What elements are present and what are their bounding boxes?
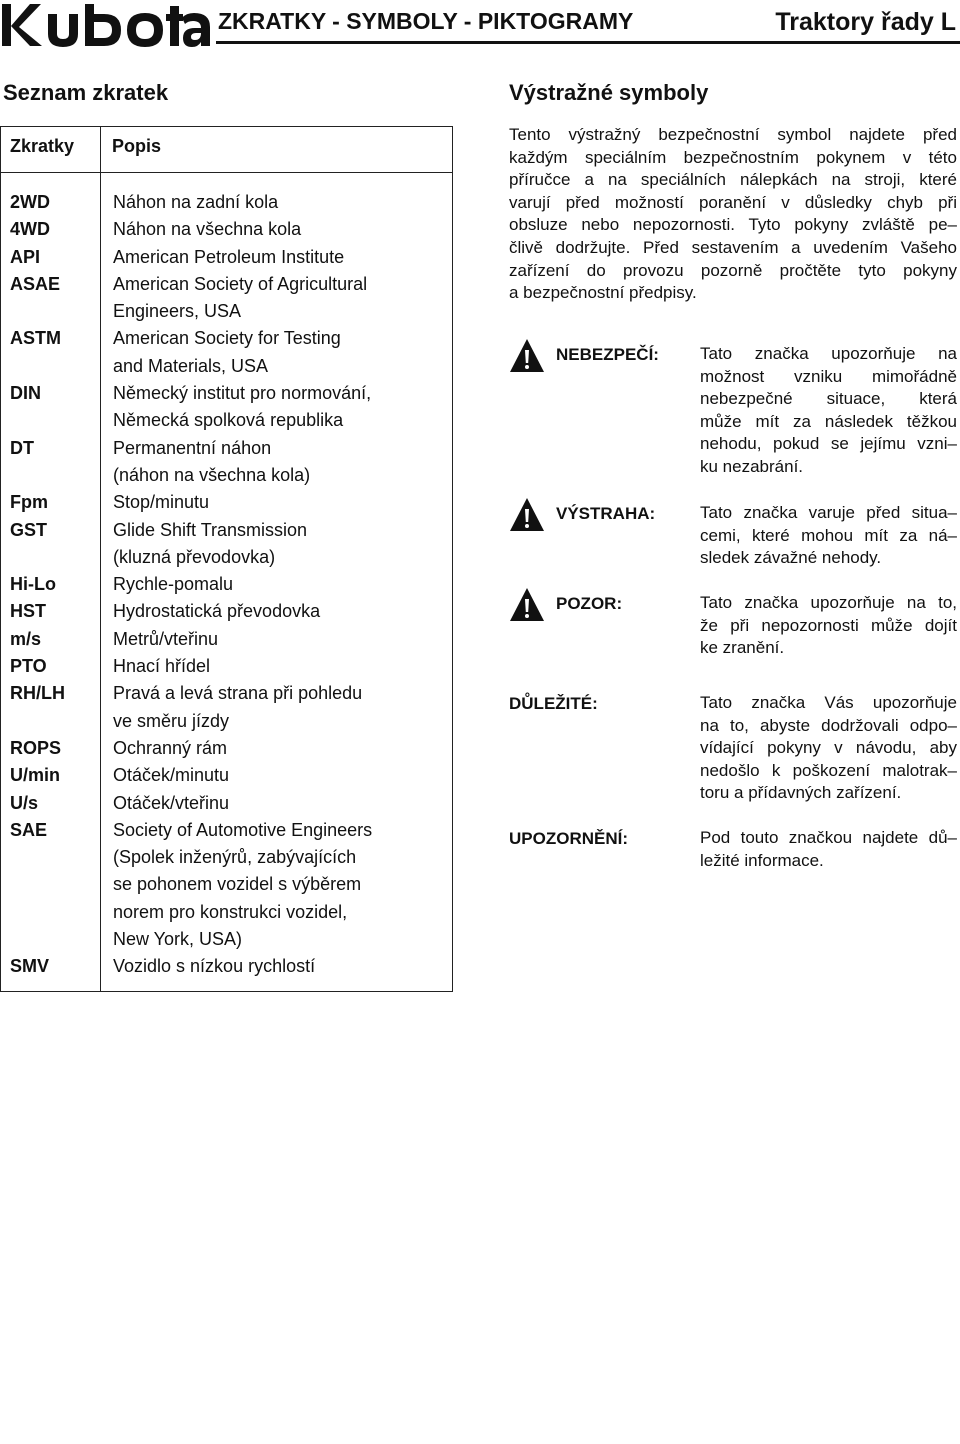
table-row: [1, 626, 452, 653]
warning-description: [700, 343, 957, 479]
description-line: American Petroleum Institute: [113, 246, 345, 267]
warning-triangle-icon: [509, 497, 545, 533]
table-row: [1, 189, 452, 216]
table-row: [1, 953, 452, 980]
abbreviation-description: [113, 953, 443, 980]
warning-description-line: Tato značka upozorňuje na to,: [700, 593, 957, 612]
description-line: Ochranný rám: [113, 737, 228, 758]
warning-intro-paragraph: [509, 124, 957, 305]
abbreviation-description: [113, 489, 443, 516]
header-rule: [216, 41, 960, 44]
warning-description-line: Tato značka upozorňuje na: [700, 344, 957, 363]
warning-triangle-icon: [509, 338, 545, 374]
abbreviation-code: DIN: [10, 383, 41, 404]
description-line: Německý institut pro normování,: [113, 383, 372, 404]
warning-description-line: Tato značka Vás upozorňuje: [700, 693, 957, 712]
page-title: ZKRATKY - SYMBOLY - PIKTOGRAMY: [218, 8, 634, 34]
abbreviation-rows: [1, 189, 452, 981]
intro-line: člivě dodržujte. Před sestavením a uvedením Vašeho: [509, 237, 957, 257]
description-line: Hydrostatická převodovka: [113, 601, 321, 622]
description-line: American Society of Agricultural: [113, 273, 368, 294]
abbreviation-description: [113, 653, 443, 680]
warning-description-line: toru a přídavných zařízení.: [700, 783, 902, 803]
table-row: [1, 571, 452, 598]
description-line: ve směru jízdy: [113, 710, 230, 731]
warning-description-line: ke zranění.: [700, 638, 785, 658]
column-header-description: Popis: [112, 136, 162, 156]
warning-description: [700, 692, 957, 805]
table-row: [1, 271, 452, 326]
warning-label: NEBEZPEČÍ:: [556, 345, 659, 364]
abbreviation-description: [113, 517, 443, 572]
abbreviation-code: Hi-Lo: [10, 574, 56, 595]
table-row: [1, 325, 452, 380]
warning-description-line: cemi, které mohou mít za ná–: [700, 525, 957, 545]
abbreviation-code: m/s: [10, 628, 42, 649]
abbreviation-description: [113, 216, 443, 243]
abbreviation-description: [113, 762, 443, 789]
table-row: [1, 817, 452, 953]
table-row: [1, 489, 452, 516]
table-row: [1, 762, 452, 789]
description-line: Otáček/vteřinu: [113, 792, 230, 813]
description-line: se pohonem vozidel s výběrem: [113, 874, 362, 895]
table-row: [1, 598, 452, 625]
abbreviation-description: [113, 189, 443, 216]
abbreviation-code: ROPS: [10, 737, 62, 758]
warning-description-line: nehodu, pokud se jejímu vzni–: [700, 434, 957, 454]
abbreviation-code: API: [10, 246, 41, 267]
table-row: [1, 680, 452, 735]
warning-description-line: možnost vzniku mimořádně: [700, 366, 957, 386]
warning-description: [700, 502, 957, 570]
table-row: [1, 435, 452, 490]
description-line: and Materials, USA: [113, 355, 269, 376]
table-row: [1, 735, 452, 762]
intro-line: Tento výstražný bezpečnostní symbol najdete před: [509, 125, 957, 144]
table-row: [1, 244, 452, 271]
warning-description-line: nebezpečné situace, která: [700, 389, 957, 409]
intro-line: obsluze nebo nepozornosti. Tyto pokyny zvláště pe–: [509, 215, 957, 235]
warning-label: DŮLEŽITÉ:: [509, 694, 598, 713]
warning-description-line: nedošlo k poškození malotrak–: [700, 760, 957, 780]
warning-symbols-heading: Výstražné symboly: [509, 80, 709, 105]
warning-description-line: že při nepozornosti může dojít: [700, 615, 957, 635]
abbreviation-code: PTO: [10, 656, 47, 677]
abbreviation-description: [113, 271, 443, 326]
abbreviation-description: [113, 435, 443, 490]
abbreviation-description: [113, 626, 443, 653]
table-header-rule: [1, 172, 452, 173]
warning-description-line: sledek závažné nehody.: [700, 548, 882, 568]
description-line: (Spolek inženýrů, zabývajících: [113, 847, 357, 868]
abbreviation-description: [113, 790, 443, 817]
abbreviation-code: U/s: [10, 792, 39, 813]
warning-description: [700, 592, 957, 660]
table-row: [1, 653, 452, 680]
warning-description-line: ku nezabrání.: [700, 456, 804, 476]
warning-description-line: vídající pokyny v návodu, aby: [700, 738, 957, 758]
warning-description-line: ležité informace.: [700, 850, 824, 870]
warning-description-line: může mít za následek těžkou: [700, 411, 957, 431]
abbreviation-description: [113, 598, 443, 625]
abbreviation-code: ASTM: [10, 328, 61, 349]
abbreviation-description: [113, 735, 443, 762]
description-line: Engineers, USA: [113, 301, 242, 322]
description-line: Vozidlo s nízkou rychlostí: [113, 956, 316, 977]
description-line: Otáček/minutu: [113, 765, 230, 786]
abbreviation-description: [113, 244, 443, 271]
page-header: [0, 0, 960, 50]
abbreviations-table: [0, 126, 453, 992]
description-line: Metrů/vteřinu: [113, 628, 219, 649]
description-line: Society of Automotive Engineers: [113, 819, 373, 840]
description-line: Glide Shift Transmission: [113, 519, 308, 540]
table-row: [1, 216, 452, 243]
abbreviations-heading: Seznam zkratek: [3, 80, 169, 105]
table-row: [1, 380, 452, 435]
abbreviation-description: [113, 817, 443, 953]
abbreviation-description: [113, 680, 443, 735]
description-line: Rychle-pomalu: [113, 574, 234, 595]
description-line: (náhon na všechna kola): [113, 464, 311, 485]
description-line: Permanentní náhon: [113, 437, 272, 458]
abbreviation-code: 4WD: [10, 219, 50, 240]
warning-triangle-icon: [509, 587, 545, 623]
description-line: Pravá a levá strana při pohledu: [113, 683, 363, 704]
abbreviation-code: U/min: [10, 765, 61, 786]
abbreviation-code: 2WD: [10, 192, 50, 212]
abbreviation-code: SMV: [10, 956, 50, 977]
abbreviation-code: Fpm: [10, 492, 48, 513]
warning-description-line: na to, abyste dodržovali odpo–: [700, 715, 957, 735]
description-line: American Society for Testing: [113, 328, 341, 349]
description-line: norem pro konstrukci vozidel,: [113, 901, 348, 922]
warning-label: POZOR:: [556, 594, 623, 613]
kubota-logo: [2, 2, 210, 48]
abbreviation-description: [113, 571, 443, 598]
description-line: Hnací hřídel: [113, 656, 211, 677]
abbreviation-description: [113, 325, 443, 380]
table-row: [1, 517, 452, 572]
intro-line: příručce a na speciálních nálepkách na stroji, které: [509, 170, 957, 190]
intro-line: každým speciálním bezpečnostním pokynem v této: [509, 147, 957, 167]
warning-description: [700, 827, 957, 872]
column-header-code: Zkratky: [10, 136, 75, 156]
warning-label: VÝSTRAHA:: [556, 504, 656, 523]
warning-label: UPOZORNĚNÍ:: [509, 829, 628, 848]
description-line: Německá spolková republika: [113, 410, 344, 431]
abbreviation-code: HST: [10, 601, 46, 622]
abbreviation-code: SAE: [10, 819, 48, 840]
table-row: [1, 790, 452, 817]
warning-description-line: Pod touto značkou najdete dů–: [700, 828, 957, 847]
description-line: Náhon na zadní kola: [113, 192, 279, 212]
description-line: Náhon na všechna kola: [113, 219, 302, 240]
intro-line: zařízení do provozu pozorně pročtěte tyto pokyny: [509, 260, 957, 280]
warning-description-line: Tato značka varuje před situa–: [700, 503, 957, 522]
abbreviation-code: GST: [10, 519, 48, 540]
description-line: New York, USA): [113, 929, 243, 950]
abbreviation-description: [113, 380, 443, 435]
intro-line: varují před možností poranění v důsledky chyb při: [509, 192, 957, 212]
abbreviation-code: DT: [10, 437, 34, 458]
intro-line: a bezpečnostní předpisy.: [509, 283, 697, 303]
abbreviation-code: RH/LH: [10, 683, 65, 704]
abbreviation-code: ASAE: [10, 273, 61, 294]
series-title: Traktory řady L: [775, 8, 956, 36]
description-line: Stop/minutu: [113, 492, 210, 513]
description-line: (kluzná převodovka): [113, 546, 276, 567]
